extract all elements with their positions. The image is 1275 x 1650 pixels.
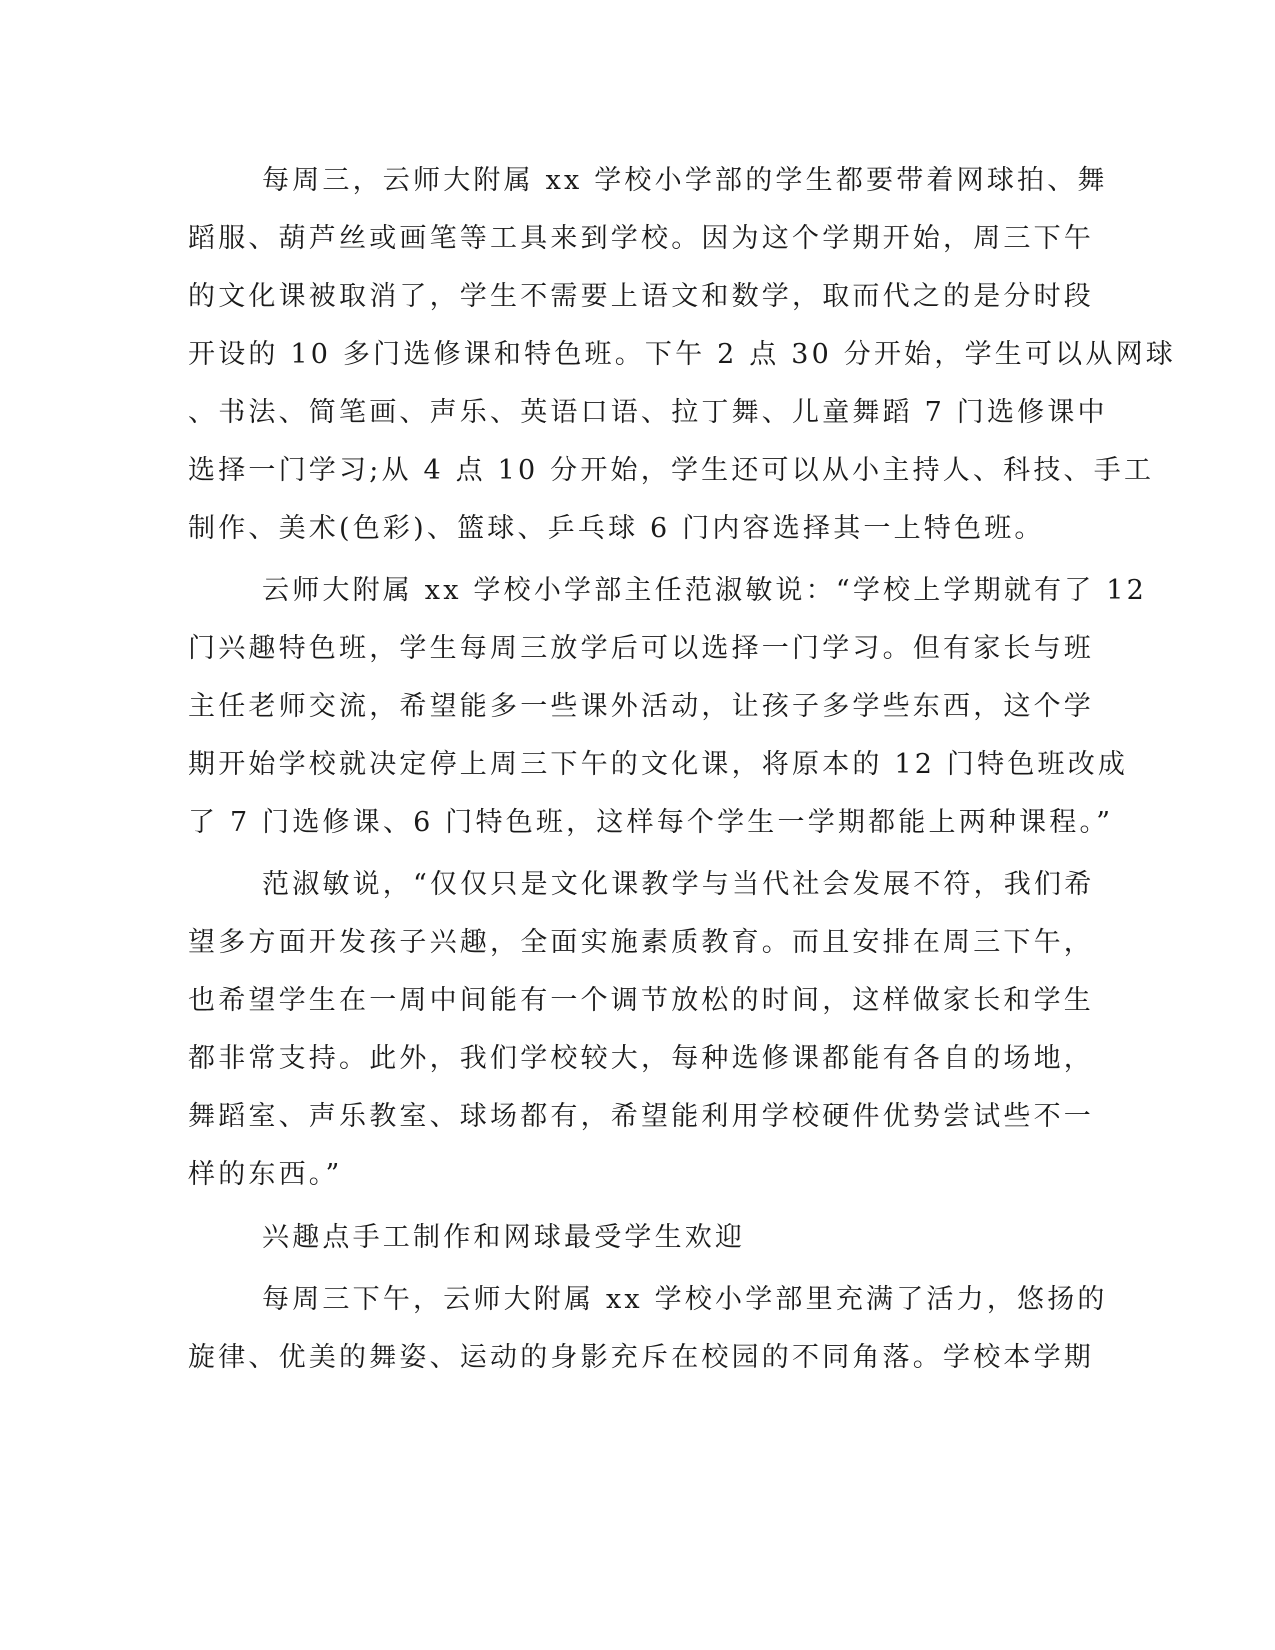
paragraph-1-line-6: 选择一门学习;从 4 点 10 分开始，学生还可以从小主持人、科技、手工 (188, 455, 1155, 486)
paragraph-3-line-3: 也希望学生在一周中间能有一个调节放松的时间，这样做家长和学生 (188, 985, 1094, 1016)
paragraph-3-line-6: 样的东西。” (188, 1159, 343, 1190)
paragraph-2-line-4: 期开始学校就决定停上周三下午的文化课，将原本的 12 门特色班改成 (188, 749, 1129, 780)
paragraph-2-line-3: 主任老师交流，希望能多一些课外活动，让孩子多学些东西，这个学 (188, 691, 1094, 722)
paragraph-1-line-3: 的文化课被取消了，学生不需要上语文和数学，取而代之的是分时段 (188, 281, 1094, 312)
section-heading: 兴趣点手工制作和网球最受学生欢迎 (262, 1222, 746, 1253)
paragraph-3-line-4: 都非常支持。此外，我们学校较大，每种选修课都能有各自的场地， (188, 1043, 1094, 1074)
paragraph-2-line-2: 门兴趣特色班，学生每周三放学后可以选择一门学习。但有家长与班 (188, 633, 1094, 664)
paragraph-3-line-1: 范淑敏说，“仅仅只是文化课教学与当代社会发展不符，我们希 (262, 869, 1095, 900)
paragraph-1-line-2: 蹈服、葫芦丝或画笔等工具来到学校。因为这个学期开始，周三下午 (188, 223, 1094, 254)
paragraph-4-line-2: 旋律、优美的舞姿、运动的身影充斥在校园的不同角落。学校本学期 (188, 1342, 1094, 1373)
paragraph-3-line-2: 望多方面开发孩子兴趣，全面实施素质教育。而且安排在周三下午， (188, 927, 1094, 958)
paragraph-1-line-1: 每周三，云师大附属 xx 学校小学部的学生都要带着网球拍、舞 (262, 165, 1108, 196)
paragraph-2-line-1: 云师大附属 xx 学校小学部主任范淑敏说：“学校上学期就有了 12 (262, 575, 1147, 606)
paragraph-1-line-5: 、书法、简笔画、声乐、英语口语、拉丁舞、儿童舞蹈 7 门选修课中 (188, 397, 1108, 428)
paragraph-1-line-7: 制作、美术(色彩)、篮球、乒乓球 6 门内容选择其一上特色班。 (188, 513, 1045, 544)
paragraph-4-line-1: 每周三下午，云师大附属 xx 学校小学部里充满了活力，悠扬的 (262, 1284, 1108, 1315)
paragraph-2-line-5: 了 7 门选修课、6 门特色班，这样每个学生一学期都能上两种课程。” (188, 807, 1114, 838)
paragraph-1-line-4: 开设的 10 多门选修课和特色班。下午 2 点 30 分开始，学生可以从网球 (188, 339, 1176, 370)
paragraph-3-line-5: 舞蹈室、声乐教室、球场都有，希望能利用学校硬件优势尝试些不一 (188, 1101, 1094, 1132)
